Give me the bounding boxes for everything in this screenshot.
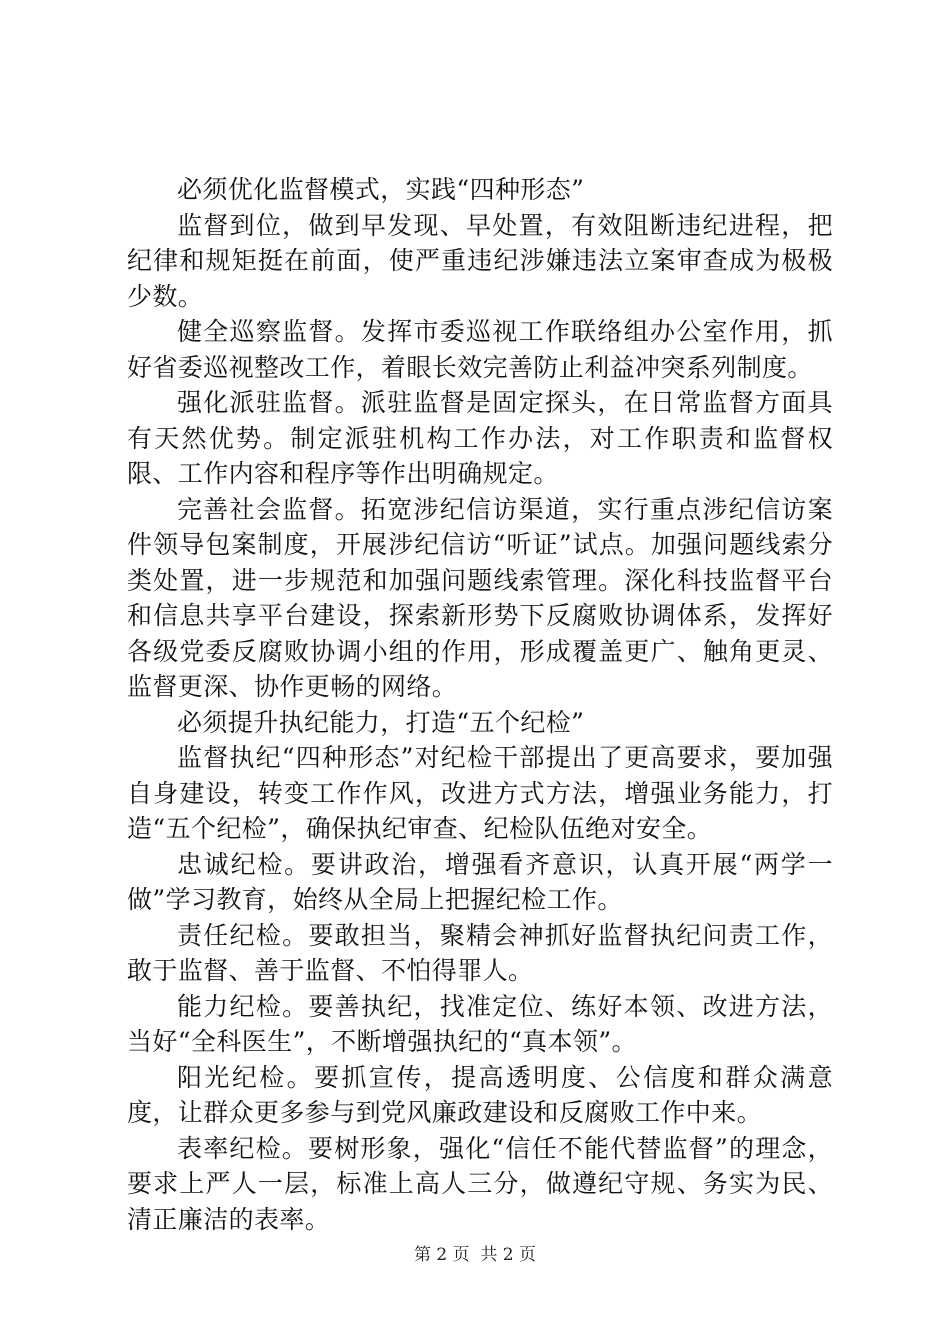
section-heading-supervision: 必须优化监督模式，实践“四种形态” <box>177 175 585 204</box>
paragraph-capable-inspection: 能力纪检。要善执纪，找准定位、练好本领、改进方法，当好“全科医生”，不断增强执纪的“真本领”。 <box>127 991 833 1056</box>
document-body <box>127 172 833 1237</box>
paragraph-social-supervision: 完善社会监督。拓宽涉纪信访渠道，实行重点涉纪信访案件领导包案制度，开展涉纪信访“听证”试点。加强问题线索分类处置，进一步规范和加强问题线索管理。深化科技监督平台和信息共享平台建设，探索新形势下反腐败协调体系，发挥好各级党委反腐败协调小组的作用，形成覆盖更广、触角更灵、监督更深、协作更畅的网络。 <box>127 494 833 701</box>
paragraph-transparent-inspection: 阳光纪检。要抓宣传，提高透明度、公信度和群众满意度，让群众更多参与到党风廉政建设和反腐败工作中来。 <box>127 1062 833 1127</box>
paragraph-responsible-inspection: 责任纪检。要敢担当，聚精会神抓好监督执纪问责工作，敢于监督、善于监督、不怕得罪人。 <box>127 920 833 985</box>
section-heading-discipline: 必须提升执纪能力，打造“五个纪检” <box>177 707 585 737</box>
paragraph-discipline-intro: 监督执纪“四种形态”对纪检干部提出了更高要求，要加强自身建设，转变工作作风，改进方式方法，增强业务能力，打造“五个纪检”，确保执纪审查、纪检队伍绝对安全。 <box>127 743 833 843</box>
paragraph-exemplary-inspection: 表率纪检。要树形象，强化“信任不能代替监督”的理念，要求上严人一层，标准上高人三分，做遵纪守规、务实为民、清正廉洁的表率。 <box>127 1133 833 1234</box>
paragraph-loyal-inspection: 忠诚纪检。要讲政治，增强看齐意识，认真开展“两学一做”学习教育，始终从全局上把握纪检工作。 <box>127 849 833 914</box>
page-number-footer: 第 2 页 共 2 页 <box>413 1245 537 1265</box>
paragraph-supervision-in-place: 监督到位，做到早发现、早处置，有效阻断违纪进程，把纪律和规矩挺在前面，使严重违纪涉嫌违法立案审查成为极极少数。 <box>127 210 833 311</box>
paragraph-stationed-supervision: 强化派驻监督。派驻监督是固定探头，在日常监督方面具有天然优势。制定派驻机构工作办法，对工作职责和监督权限、工作内容和程序等作出明确规定。 <box>127 388 833 488</box>
paragraph-inspection-supervision: 健全巡察监督。发挥市委巡视工作联络组办公室作用，抓好省委巡视整改工作，着眼长效完善防止利益冲突系列制度。 <box>127 317 833 382</box>
